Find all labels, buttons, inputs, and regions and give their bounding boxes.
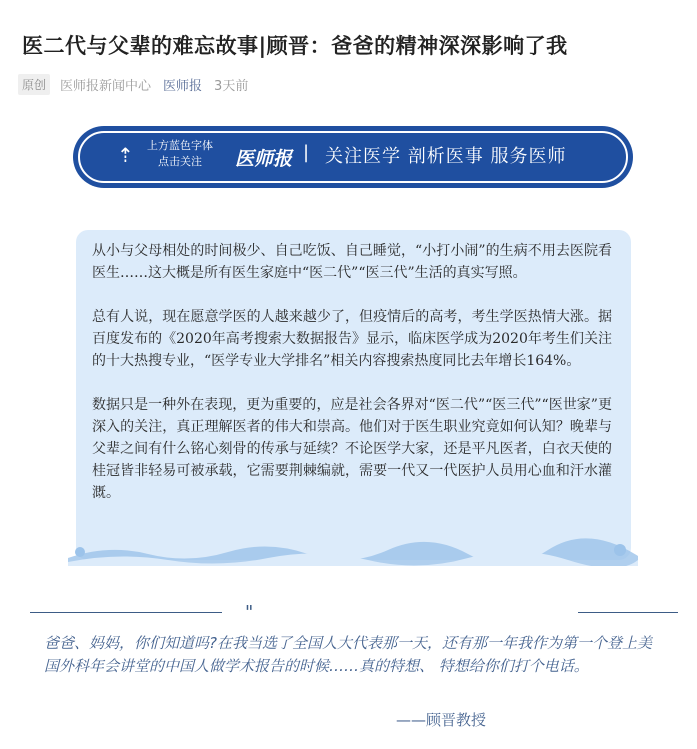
original-badge: 原创	[18, 74, 50, 95]
intro-card	[76, 230, 631, 560]
intro-paragraph-3: 数据只是一种外在表现，更为重要的，应是社会各界对“医二代”“医三代”“医世家”更深入的关注，真正理解医者的伟大和崇高。他们对于医生职业究竟如何认知？晚辈与父辈之间有什么铭心刻骨的传承与延续？不论医学大家，还是平凡医者，白衣天使的桂冠皆非轻易可被承载，它需要荆棘编就，需要一代又一代医护人员用心血和汗水灌溉。	[92, 397, 612, 501]
wave-decoration	[68, 538, 638, 566]
intro-paragraph-2: 总有人说，现在愿意学医的人越来越少了，但疫情后的高考，考生学医热情大涨。据百度发布的《2020年高考搜索大数据报告》显示，临床医学成为2020年考生们关注的十大热搜专业，“医学专业大学排名”相关内容搜索热度同比去年增长164%。	[92, 309, 612, 369]
publish-time: 3天前	[214, 78, 249, 94]
intro-text	[92, 240, 612, 526]
follow-hint-line2: 点击关注	[158, 155, 202, 168]
quote-rule-left	[30, 612, 222, 613]
source-name: 医师报新闻中心	[60, 78, 152, 94]
article-title: 医二代与父辈的难忘故事|顾晋：爸爸的精神深深影响了我	[22, 34, 568, 58]
brand-logo: 医师报	[235, 148, 293, 170]
account-link[interactable]: 医师报	[163, 78, 203, 94]
follow-hint-line1: 上方蓝色字体	[147, 139, 213, 152]
article-meta	[18, 73, 248, 95]
banner-slogan: 关注医学 剖析医事 服务医师	[325, 146, 567, 167]
quote-rule-right	[578, 612, 678, 613]
follow-hint	[135, 138, 225, 170]
intro-paragraph-1: 从小与父母相处的时间极少、自己吃饭、自己睡觉，“小打小闹”的生病不用去医院看医生……这大概是所有医生家庭中“医二代”“医三代”生活的真实写照。	[92, 243, 612, 281]
quote-signature: ——顾晋教授	[396, 711, 487, 729]
quote-text: 爸爸、妈妈，你们知道吗?在我当选了全国人大代表那一天，还有那一年我作为第一个登上美国外科年会讲堂的中国人做学术报告的时候……真的特想、 特想给你们打个电话。	[44, 634, 652, 675]
arrow-up-icon: ⇡	[117, 143, 134, 167]
follow-banner[interactable]	[73, 126, 633, 188]
banner-divider: |	[303, 142, 310, 163]
quote-mark-icon: "	[245, 602, 254, 623]
